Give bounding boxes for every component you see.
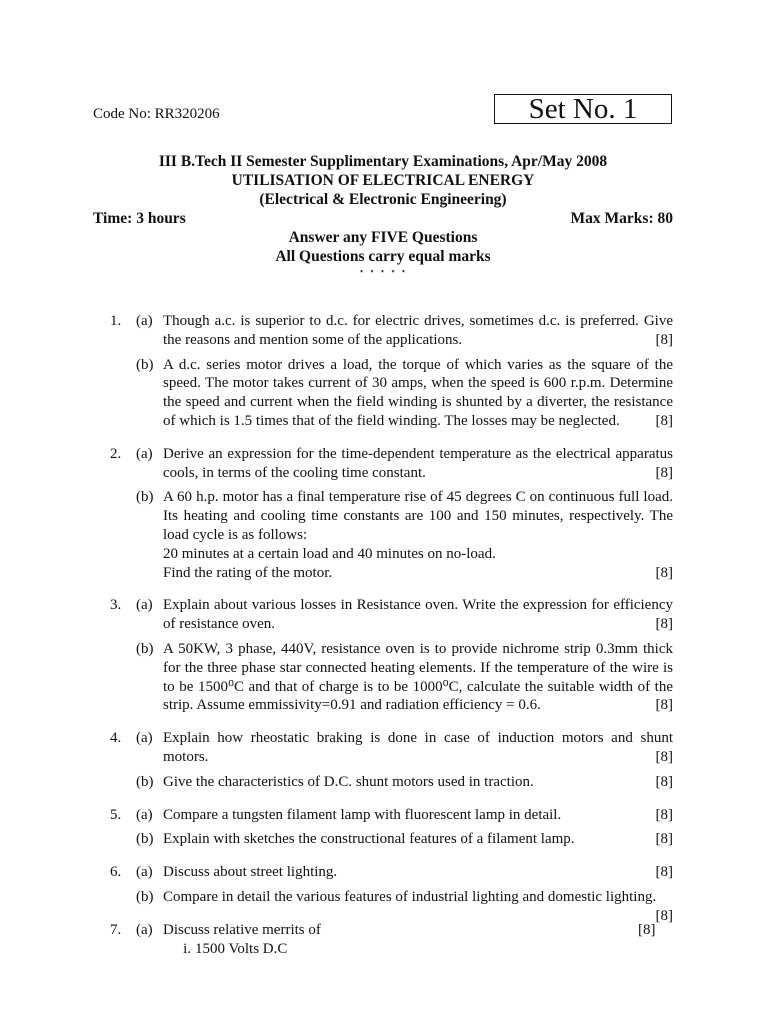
question-number: 6. [110, 864, 122, 881]
max-marks-label: Max Marks: 80 [570, 210, 673, 227]
part-text: Give the characteristics of D.C. shunt motors used in traction. [163, 773, 534, 790]
question-part [136, 596, 673, 634]
part-label: (a) [136, 445, 153, 462]
time-label: Time: 3 hours [93, 210, 186, 227]
part-text: Explain how rheostatic braking is done in case of induction motors and shunt motors. [163, 730, 673, 765]
set-number-box: Set No. 1 [494, 94, 672, 124]
part-marks: [8] [638, 921, 656, 938]
question-number: 1. [110, 313, 122, 329]
question-part [136, 640, 673, 715]
question-part [136, 863, 673, 882]
question-number: 3. [110, 597, 122, 614]
star-divider: ⋆ ⋆ ⋆ ⋆ ⋆ [358, 267, 408, 277]
part-label: (a) [136, 921, 153, 938]
question-part [136, 921, 673, 959]
part-text: Explain with sketches the constructional features of a filament lamp. [163, 831, 575, 848]
code-number: Code No: RR320206 [93, 106, 220, 122]
question-number: 2. [110, 445, 122, 462]
question-4 [0, 729, 768, 791]
question-part [136, 830, 673, 849]
instruction-marks: All Questions carry equal marks [275, 248, 491, 265]
part-marks: [8] [655, 748, 673, 765]
question-part [136, 356, 673, 431]
part-marks: [8] [655, 412, 673, 429]
sub-item-label: i. [183, 940, 191, 957]
part-marks: [8] [655, 831, 673, 848]
part-text: Compare a tungsten filament lamp with fluorescent lamp in detail. [163, 806, 562, 823]
question-part [136, 312, 673, 350]
time-marks-row [93, 210, 673, 228]
part-text: Explain about various losses in Resistance oven. Write the expression for efficiency of resistance oven. [163, 597, 673, 633]
part-marks: [8] [655, 331, 673, 348]
part-marks: [8] [655, 464, 673, 481]
subject-title: UTILISATION OF ELECTRICAL ENERGY [231, 172, 535, 189]
part-text: Discuss about street lighting. [163, 864, 338, 881]
branch-title: (Electrical & Electronic Engineering) [259, 191, 507, 208]
part-label: (b) [136, 773, 154, 790]
question-part [136, 806, 673, 825]
part-label: (b) [136, 356, 154, 373]
part-marks: [8] [655, 616, 673, 633]
question-1 [0, 312, 768, 431]
part-text: A 50KW, 3 phase, 440V, resistance oven is to provide nichrome strip 0.3mm thick for the three phase star connected heating elements. If the temperature of the wire is to be 1500⁰C and that of charge is to be 1000⁰C, calculate the suitable width of the strip. Assume emmissivity=0.91 and radiation efficiency = 0.6. [163, 640, 673, 714]
part-text: Compare in detail the various features of industrial lighting and domestic lighting. [163, 888, 657, 905]
sub-item [175, 940, 673, 959]
part-text: A d.c. series motor drives a load, the torque of which varies as the square of the speed. The motor takes current of 30 amps, when the speed is 600 r.p.m. Determine the speed and current when the field winding is shunted by a diverter, the resistance of which is 1.5 times that of the field winding. The losses may be neglected. [163, 356, 673, 429]
question-part [136, 488, 673, 582]
part-marks: [8] [655, 773, 673, 790]
part-label: (a) [136, 313, 153, 329]
part-label: (b) [136, 640, 154, 657]
part-label: (a) [136, 597, 153, 614]
question-part [136, 888, 673, 924]
question-2 [0, 445, 768, 583]
instruction-answer: Answer any FIVE Questions [288, 229, 478, 246]
question-5 [0, 806, 768, 850]
question-number: 4. [110, 730, 122, 747]
part-label: (b) [136, 831, 154, 848]
question-7 [0, 921, 768, 959]
question-part [136, 729, 673, 767]
exam-title: III B.Tech II Semester Supplimentary Examinations, Apr/May 2008 [158, 153, 608, 170]
part-marks: [8] [655, 907, 673, 924]
part-marks: [8] [655, 697, 673, 714]
part-text-line: 20 minutes at a certain load and 40 minutes on no-load. [163, 545, 496, 562]
sub-item-text: 1500 Volts D.C [195, 940, 288, 957]
question-part [136, 445, 673, 483]
part-text-line: Find the rating of the motor. [163, 564, 333, 581]
part-text: Though a.c. is superior to d.c. for electric drives, sometimes d.c. is preferred. Give the reasons and mention some of the applications. [163, 313, 673, 348]
part-label: (a) [136, 730, 153, 747]
part-marks: [8] [655, 864, 673, 881]
question-number: 5. [110, 806, 122, 823]
part-label: (b) [136, 888, 154, 905]
part-label: (a) [136, 806, 153, 823]
question-3 [0, 596, 768, 715]
part-marks: [8] [655, 806, 673, 823]
question-part [136, 773, 673, 792]
part-marks: [8] [655, 564, 673, 581]
part-text: Derive an expression for the time-dependent temperature as the electrical apparatus cools, in terms of the cooling time constant. [163, 445, 673, 481]
part-label: (b) [136, 489, 154, 506]
part-text: A 60 h.p. motor has a final temperature rise of 45 degrees C on continuous full load. Its heating and cooling time constants are 100 and 150 minutes, respectively. The load cycle is as follows: [163, 489, 673, 543]
part-text: Discuss relative merrits of [163, 921, 321, 938]
part-label: (a) [136, 864, 153, 881]
question-list [0, 312, 768, 972]
question-number: 7. [110, 921, 122, 938]
question-6 [0, 863, 768, 924]
